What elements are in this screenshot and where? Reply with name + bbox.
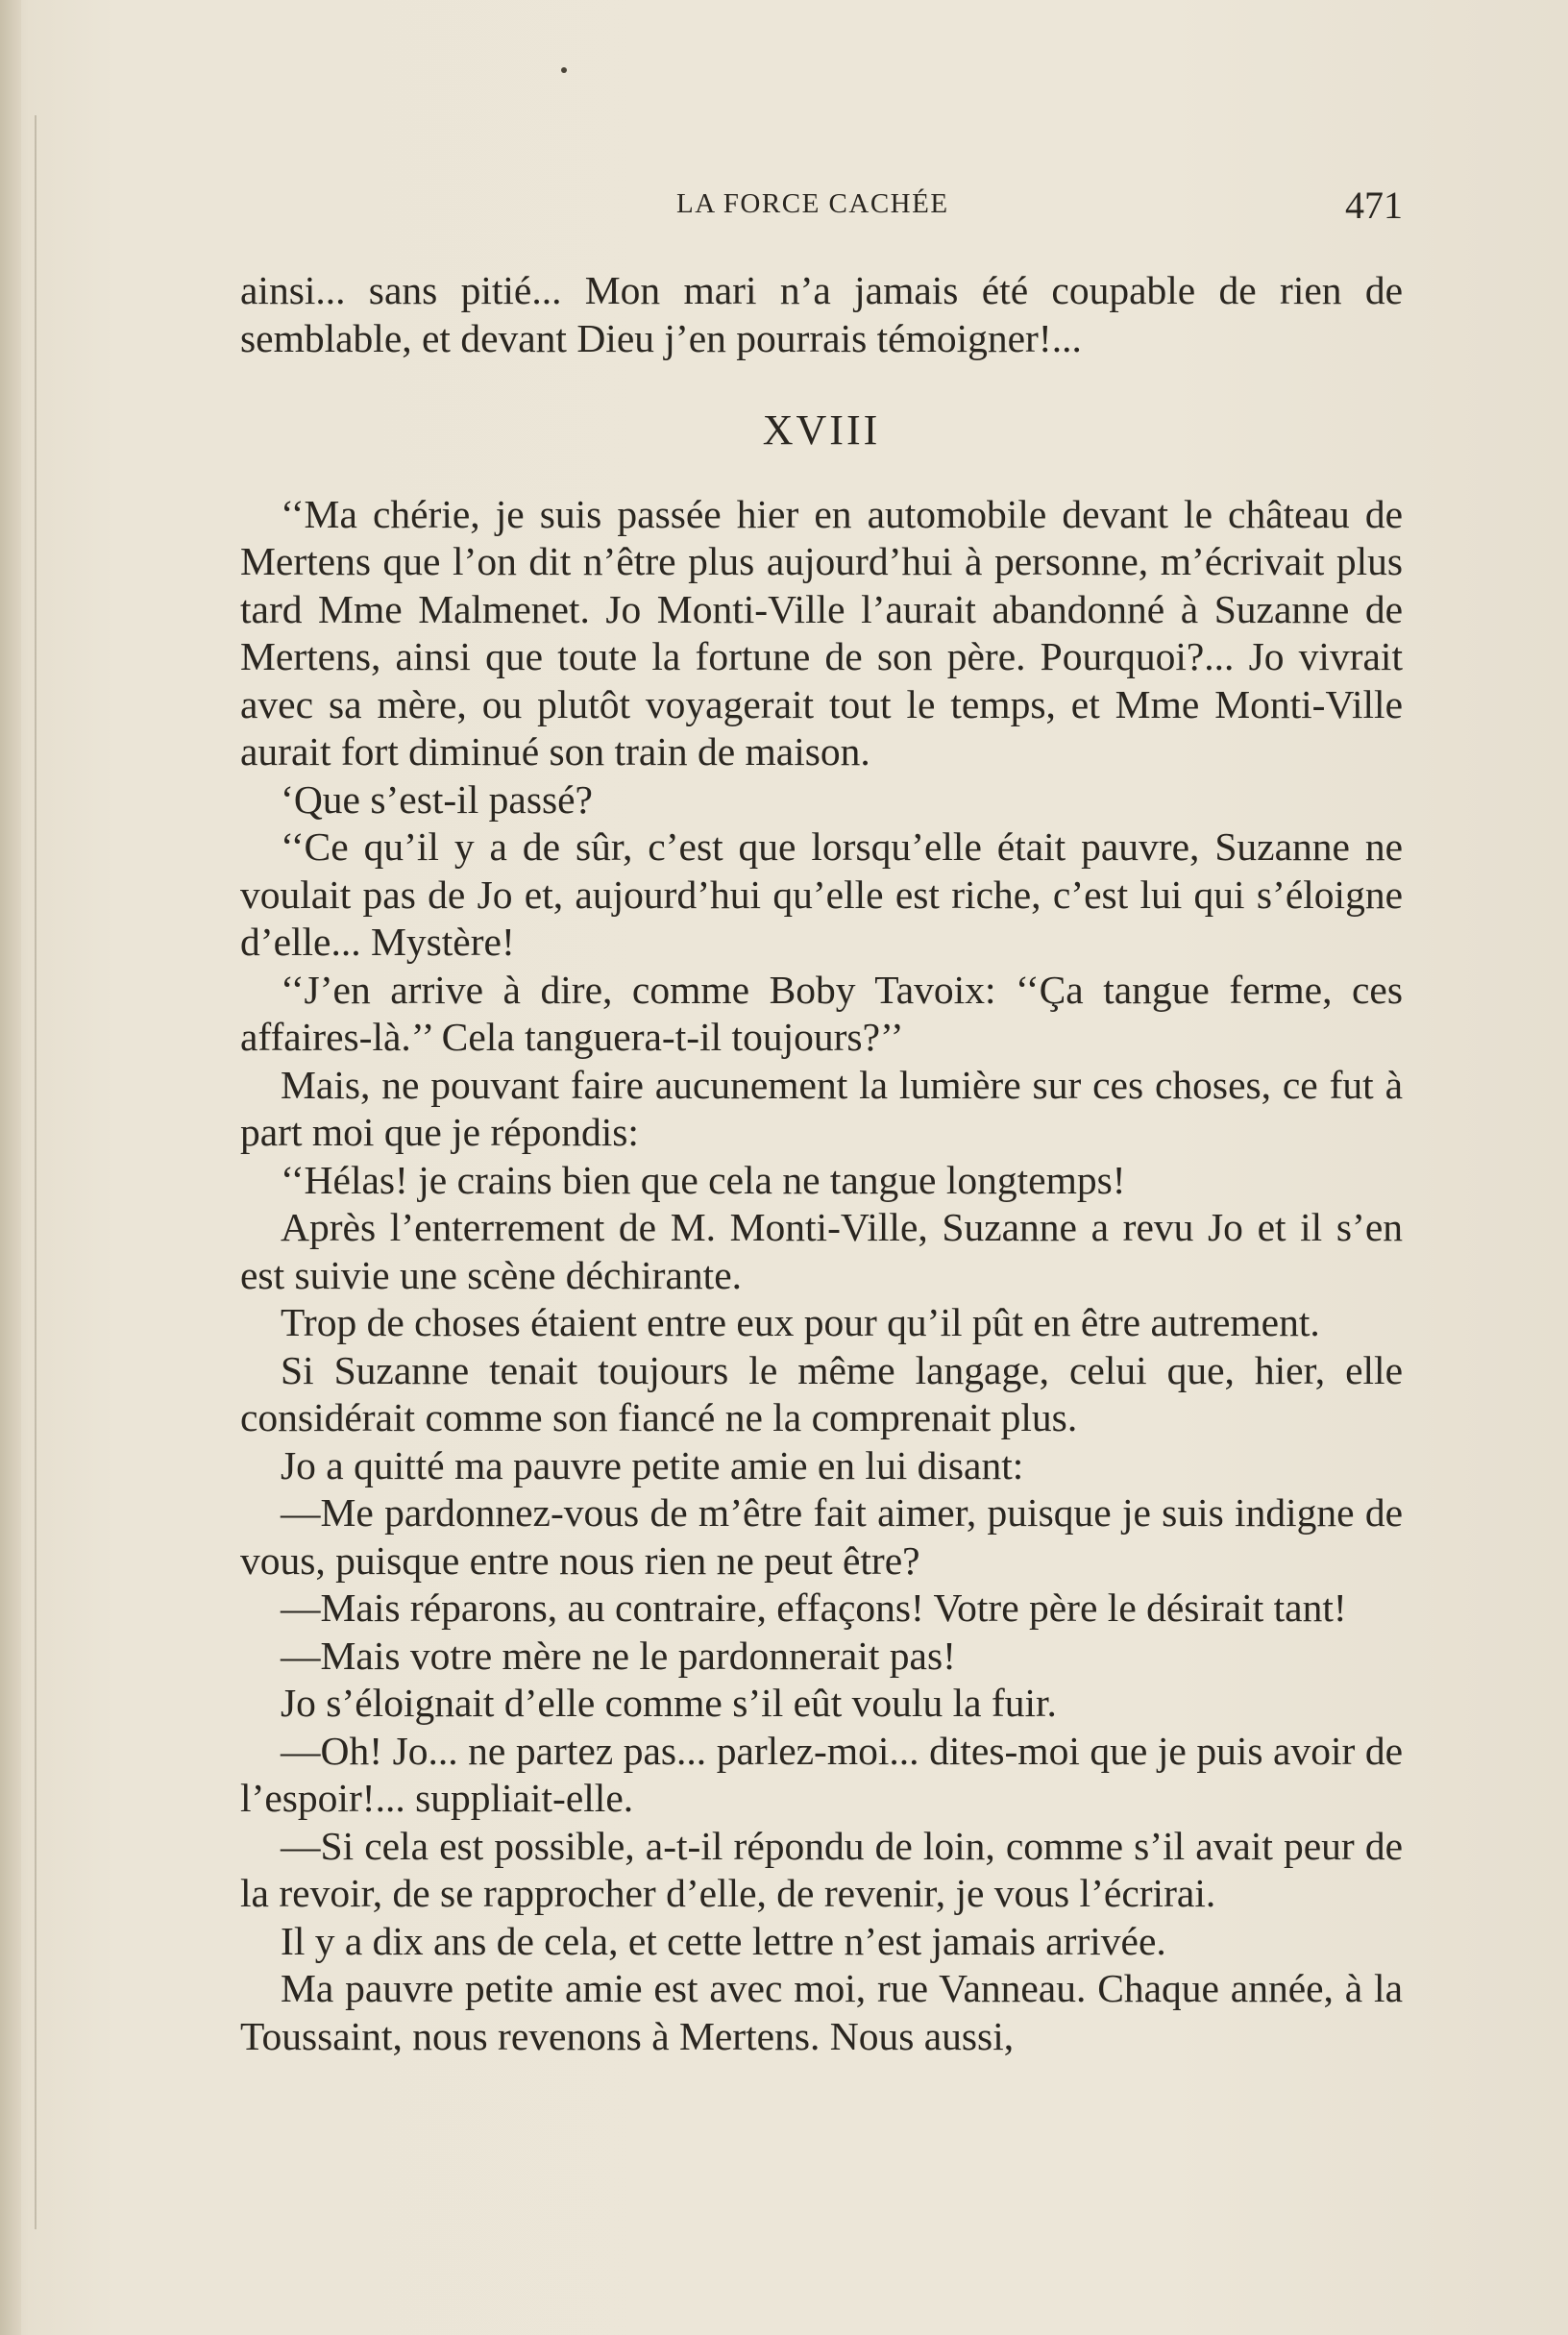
page-number: 471 bbox=[1345, 184, 1403, 227]
continued-paragraph: ainsi... sans pitié... Mon mari n’a jamais été coupable de rien de semblable, et devant Dieu j’en pourrais témoigner!... bbox=[240, 268, 1403, 360]
paragraph: Jo s’éloignait d’elle comme s’il eût voulu la fuir. bbox=[281, 1681, 1057, 1725]
paragraph: ‘‘Ma chérie, je suis passée hier en automobile devant le château de Mertens que l’on dit n’être plus aujourd’hui à personne, m’écrivait plus tard Mme Malmenet. Jo Monti-Ville l’aurait abandonné à Suzanne de Mertens, ainsi que toute la fortune de son père. Pourquoi?... Jo vivrait avec sa mère, ou plutôt voyagerait tout le temps, et Mme Monti-Ville aurait fort diminué son train de maison. bbox=[240, 491, 1403, 774]
paragraph: Après l’enterrement de M. Monti-Ville, Suzanne a revu Jo et il s’en est suivie une scène déchirante. bbox=[240, 1205, 1403, 1297]
dialogue-line: —Oh! Jo... ne partez pas... parlez-moi... dites-moi que je puis avoir de l’espoir!... suppliait-elle. bbox=[240, 1728, 1403, 1820]
running-title: LA FORCE CACHÉE bbox=[676, 188, 949, 219]
dialogue-line: —Mais votre mère ne le pardonnerait pas! bbox=[281, 1633, 956, 1678]
paragraph: ‘‘Hélas! je crains bien que cela ne tangue longtemps! bbox=[281, 1157, 1126, 1202]
paragraph: Si Suzanne tenait toujours le même langage, celui que, hier, elle considérait comme son fiancé ne la comprenait plus. bbox=[240, 1347, 1403, 1439]
paragraph: Ma pauvre petite amie est avec moi, rue Vanneau. Chaque année, à la Toussaint, nous revenons à Mertens. Nous aussi, bbox=[240, 1966, 1403, 2058]
dialogue-line: —Si cela est possible, a-t-il répondu de loin, comme s’il avait peur de la revoir, de se rapprocher d’elle, de revenir, je vous l’écrirai. bbox=[240, 1823, 1403, 1915]
paragraph: Jo a quitté ma pauvre petite amie en lui disant: bbox=[281, 1442, 1024, 1487]
paragraph: Mais, ne pouvant faire aucunement la lumière sur ces choses, ce fut à part moi que je répondis: bbox=[240, 1062, 1403, 1154]
paragraph: ‘Que s’est-il passé? bbox=[281, 776, 593, 822]
paragraph: ‘‘J’en arrive à dire, comme Boby Tavoix: ‘‘Ça tangue ferme, ces affaires-là.’’ Cela tanguera-t-il toujours?’’ bbox=[240, 967, 1403, 1059]
paragraph: ‘‘Ce qu’il y a de sûr, c’est que lorsqu’elle était pauvre, Suzanne ne voulait pas de Jo et, aujourd’hui qu’elle est riche, c’est lui qui s’éloigne d’elle... Mystère! bbox=[240, 824, 1403, 964]
gutter-shadow-line bbox=[35, 115, 37, 2229]
page-gutter bbox=[0, 0, 21, 2335]
running-header bbox=[240, 184, 1403, 234]
page-body bbox=[240, 267, 1403, 2060]
dialogue-line: —Me pardonnez-vous de m’être fait aimer, puisque je suis indigne de vous, puisque entre nous rien ne peut être? bbox=[240, 1490, 1403, 1583]
chapter-heading: XVIII bbox=[762, 406, 881, 454]
paragraph: Trop de choses étaient entre eux pour qu’il pût en être autrement. bbox=[281, 1300, 1320, 1344]
paragraph: Il y a dix ans de cela, et cette lettre n’est jamais arrivée. bbox=[281, 1918, 1166, 1963]
dialogue-line: —Mais réparons, au contraire, effaçons! Votre père le désirait tant! bbox=[281, 1585, 1347, 1630]
printing-speck bbox=[561, 67, 567, 73]
